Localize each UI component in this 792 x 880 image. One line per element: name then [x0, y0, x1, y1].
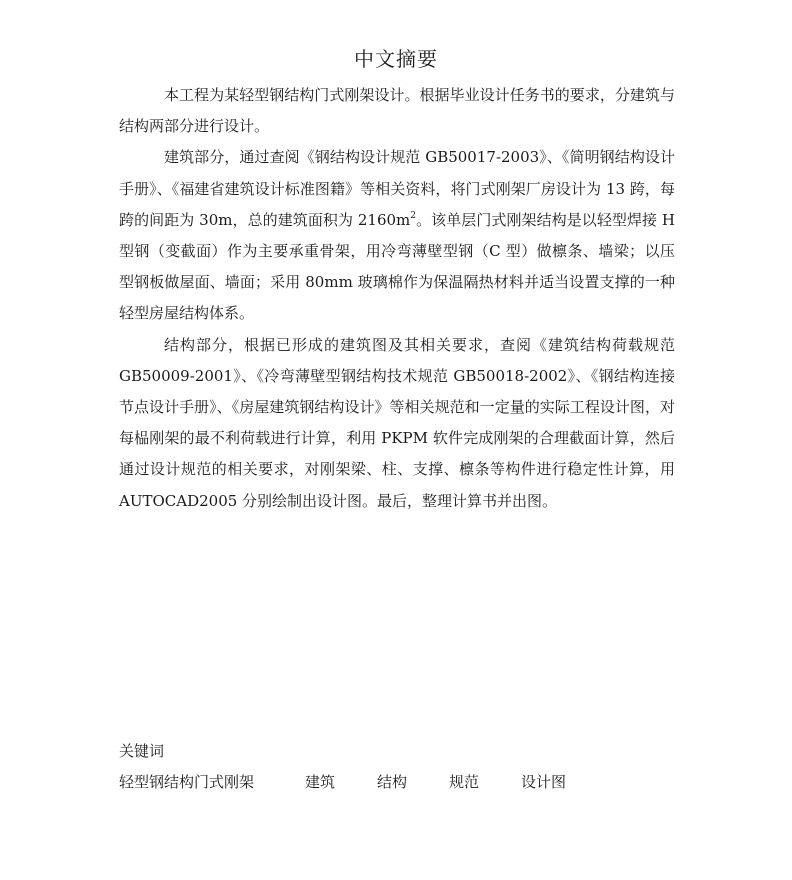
paragraph-2-text-b: 。该单层门式刚架结构是以轻型焊接 H 型钢（变截面）作为主要承重骨架，用冷弯薄壁型钢（C 型）做檩条、墙梁；以压型钢板做屋面、墙面；采用 80mm 玻璃棉作为保温隔热材料并适当设置支撑的一种轻型房屋结构体系。	[119, 210, 675, 323]
keyword-item: 轻型钢结构门式刚架	[119, 773, 255, 791]
keywords-list	[119, 768, 566, 796]
keyword-item: 结构	[377, 773, 408, 791]
area-unit-superscript: 2	[410, 210, 416, 221]
keyword-item: 规范	[449, 773, 480, 791]
abstract-paragraph-2	[119, 142, 675, 329]
keyword-item: 设计图	[521, 773, 567, 791]
abstract-paragraph-3: 结构部分，根据已形成的建筑图及其相关要求，查阅《建筑结构荷载规范GB50009-2001》、《冷弯薄壁型钢结构技术规范 GB50018-2002》、《钢结构连接节点设计手册》、《房屋建筑钢结构设计》等相关规范和一定量的实际工程设计图，对每榀刚架的最不利荷载进行计算，利用 PKPM 软件完成刚架的合理截面计算，然后通过设计规范的相关要求，对刚架梁、柱、支撑、檩条等构件进行稳定性计算，用 AUTOCAD2005 分别绘制出设计图。最后，整理计算书并出图。	[119, 335, 675, 510]
keyword-item: 建筑	[305, 773, 336, 791]
abstract-paragraph-1: 本工程为某轻型钢结构门式刚架设计。根据毕业设计任务书的要求，分建筑与结构两部分进行设计。	[119, 86, 675, 136]
abstract-body	[119, 80, 675, 517]
keywords-label: 关键词	[119, 742, 165, 760]
paragraph-2-text-a: 建筑部分，通过查阅《钢结构设计规范 GB50017-2003》、《简明钢结构设计手册》、《福建省建筑设计标准图籍》等相关资料，将门式刚架厂房设计为 13 跨，每跨的间距为 30m，总的建筑面积为 2160m	[119, 148, 675, 229]
page-title: 中文摘要	[354, 47, 438, 71]
